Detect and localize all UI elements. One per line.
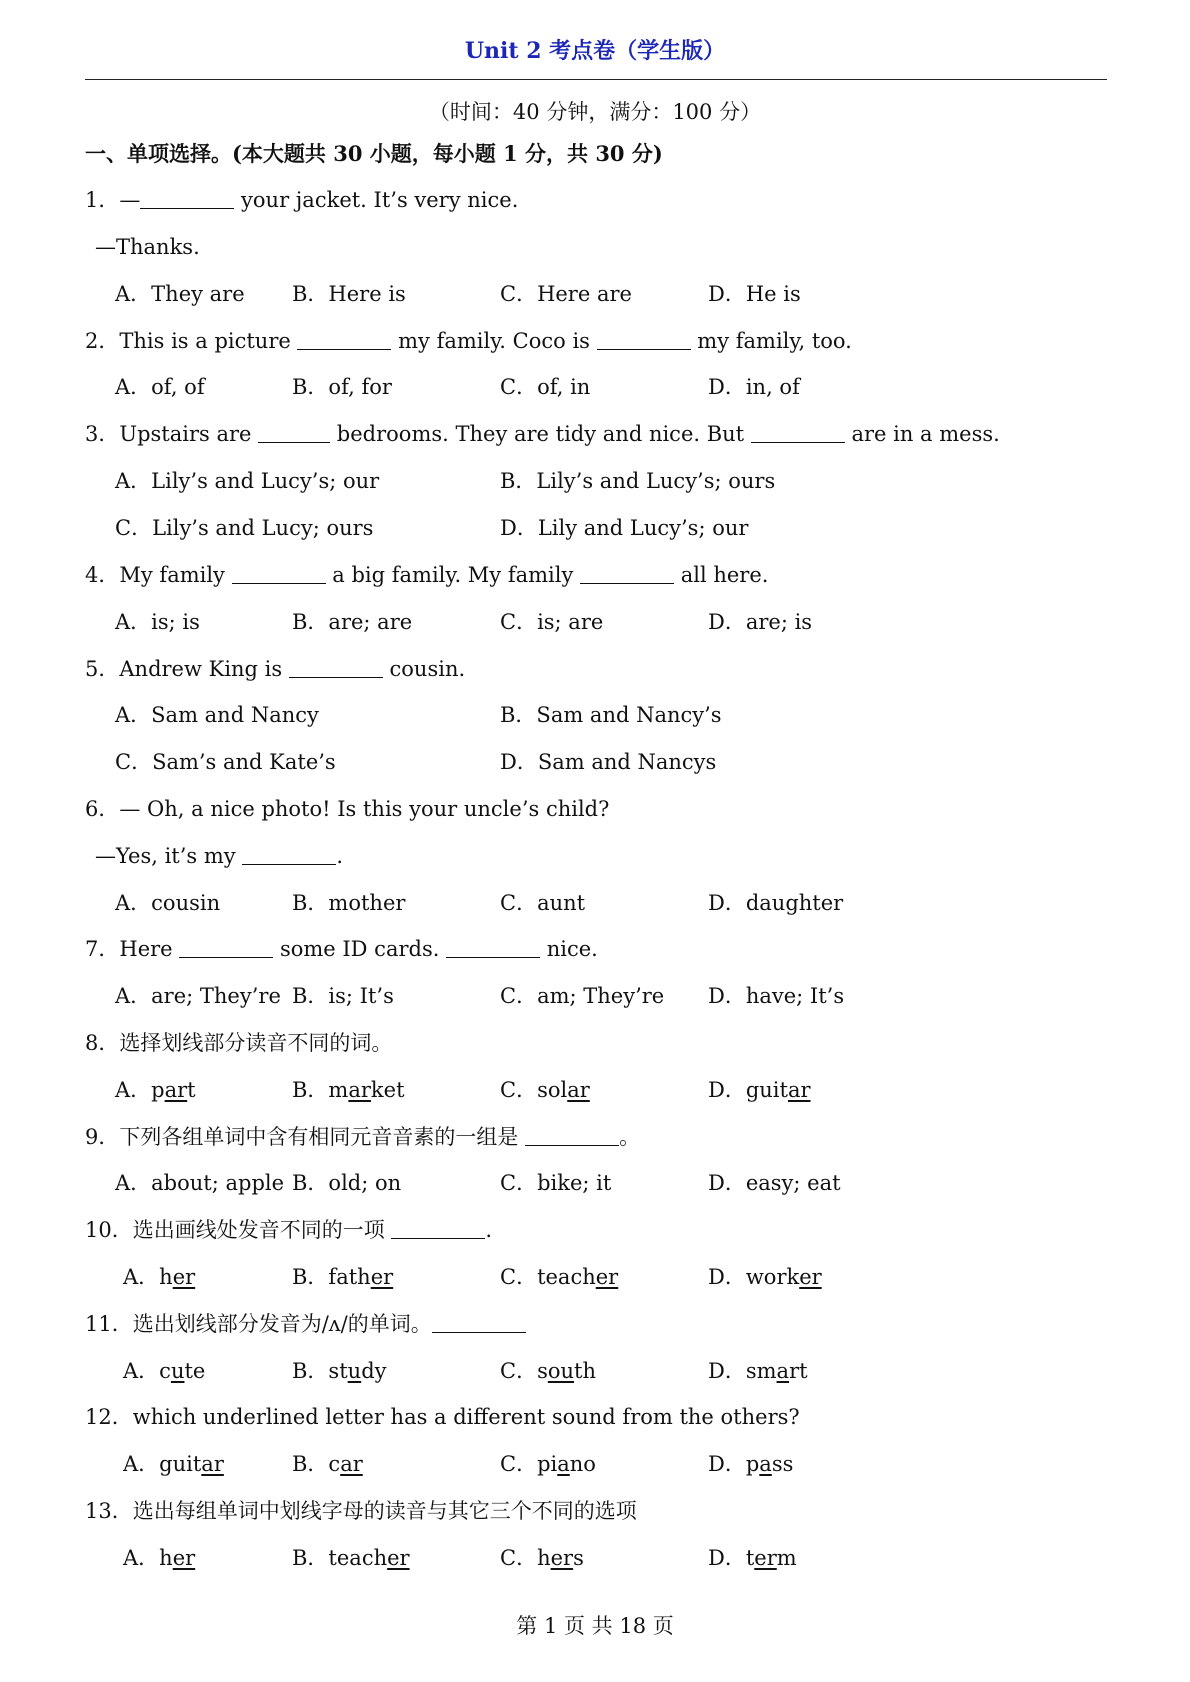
answer-blank (297, 331, 391, 350)
answer-blank (597, 331, 691, 350)
option-c: C．Sam’s and Kate’s (115, 750, 336, 774)
question-number: 2． (85, 329, 120, 353)
question-1-reply: —Thanks. (95, 235, 200, 259)
option-c: C．Here are (500, 282, 632, 306)
answer-blank (289, 659, 383, 678)
question-9: 9．下列各组单词中含有相同元音音素的一组是 。 (85, 1125, 641, 1149)
question-number: 4． (85, 563, 120, 587)
question-number: 9． (85, 1125, 120, 1149)
exam-time-score: （时间：40 分钟，满分：100 分） (428, 100, 762, 124)
question-7: 7．Here some ID cards. nice. (85, 937, 598, 961)
option-a: A．They are (115, 282, 245, 306)
page-title: Unit 2 考点卷（学生版） (464, 38, 726, 64)
question-5: 5．Andrew King is cousin. (85, 657, 466, 681)
answer-blank (242, 846, 336, 865)
section-title: 一、单项选择。(本大题共 30 小题，每小题 1 分，共 30 分) (85, 141, 663, 166)
question-number: 8． (85, 1031, 120, 1055)
option-a: A．part (115, 1078, 196, 1102)
option-c: C．piano (500, 1452, 596, 1476)
option-c: C．is; are (500, 610, 604, 634)
question-12: 12．which underlined letter has a different sound from the others? (85, 1405, 800, 1429)
option-d: D．pass (708, 1452, 794, 1476)
question-6-reply: —Yes, it’s my . (95, 844, 344, 868)
option-a: A．Lily’s and Lucy’s; our (115, 469, 380, 493)
option-a: A．is; is (115, 610, 200, 634)
option-a: A．her (123, 1265, 196, 1289)
option-a: A．cousin (115, 891, 221, 915)
question-10: 10．选出画线处发音不同的一项 . (85, 1218, 493, 1242)
answer-blank (232, 565, 326, 584)
option-c: C．bike; it (500, 1171, 612, 1195)
option-d: D．worker (708, 1265, 822, 1289)
header-divider (85, 79, 1107, 80)
question-8: 8．选择划线部分读音不同的词。 (85, 1031, 393, 1055)
question-number: 5． (85, 657, 120, 681)
question-11: 11．选出划线部分发音为/ʌ/的单词。 (85, 1311, 526, 1337)
question-6: 6．— Oh, a nice photo! Is this your uncle’s child? (85, 797, 610, 821)
option-c: C．of, in (500, 375, 591, 399)
option-c: C．teacher (500, 1265, 619, 1289)
option-b: B．father (292, 1265, 394, 1289)
option-b: B．teacher (292, 1546, 410, 1570)
answer-blank (580, 565, 674, 584)
answer-blank (258, 424, 330, 443)
option-d: D．Lily and Lucy’s; our (500, 516, 749, 540)
question-3: 3．Upstairs are bedrooms. They are tidy and nice. But are in a mess. (85, 422, 1000, 446)
option-d: D．easy; eat (708, 1171, 841, 1195)
question-number: 6． (85, 797, 120, 821)
option-d: D．smart (708, 1359, 808, 1383)
option-b: B．car (292, 1452, 363, 1476)
option-c: C．aunt (500, 891, 586, 915)
answer-blank (432, 1314, 526, 1333)
option-a: A．of, of (115, 375, 205, 399)
option-d: D．He is (708, 282, 801, 306)
option-c: C．solar (500, 1078, 590, 1102)
answer-blank (391, 1220, 485, 1239)
option-a: A．Sam and Nancy (115, 703, 319, 727)
page-number: 第 1 页 共 18 页 (516, 1614, 674, 1638)
option-d: D．are; is (708, 610, 813, 634)
option-b: B．of, for (292, 375, 392, 399)
option-a: A．are; They’re (115, 984, 281, 1008)
question-number: 12． (85, 1405, 133, 1429)
answer-blank (525, 1127, 619, 1146)
question-13: 13．选出每组单词中划线字母的读音与其它三个不同的选项 (85, 1499, 637, 1523)
option-b: B．old; on (292, 1171, 402, 1195)
question-4: 4．My family a big family. My family all here. (85, 563, 769, 587)
question-number: 13． (85, 1499, 133, 1523)
answer-blank (140, 190, 234, 209)
answer-blank (446, 939, 540, 958)
option-b: B．is; It’s (292, 984, 394, 1008)
option-d: D．in, of (708, 375, 800, 399)
option-d: D．have; It’s (708, 984, 845, 1008)
question-number: 11． (85, 1312, 133, 1336)
option-c: C．hers (500, 1546, 584, 1570)
option-b: B．Lily’s and Lucy’s; ours (500, 469, 776, 493)
option-c: C．am; They’re (500, 984, 665, 1008)
question-1: 1．— your jacket. It’s very nice. (85, 188, 519, 212)
option-a: A．cute (123, 1359, 206, 1383)
option-a: A．her (123, 1546, 196, 1570)
answer-blank (179, 939, 273, 958)
option-d: D．guitar (708, 1078, 811, 1102)
option-b: B．Here is (292, 282, 406, 306)
option-c: C．Lily’s and Lucy; ours (115, 516, 374, 540)
option-c: C．south (500, 1359, 596, 1383)
option-b: B．mother (292, 891, 406, 915)
option-b: B．study (292, 1359, 387, 1383)
option-a: A．guitar (123, 1452, 224, 1476)
option-d: D．daughter (708, 891, 844, 915)
question-number: 3． (85, 422, 120, 446)
question-2: 2．This is a picture my family. Coco is my family, too. (85, 329, 852, 353)
question-number: 1． (85, 188, 120, 212)
answer-blank (751, 424, 845, 443)
option-d: D．term (708, 1546, 797, 1570)
question-number: 7． (85, 937, 120, 961)
option-b: B．market (292, 1078, 405, 1102)
option-d: D．Sam and Nancys (500, 750, 717, 774)
option-b: B．Sam and Nancy’s (500, 703, 722, 727)
option-b: B．are; are (292, 610, 413, 634)
option-a: A．about; apple (115, 1171, 285, 1195)
question-number: 10． (85, 1218, 133, 1242)
